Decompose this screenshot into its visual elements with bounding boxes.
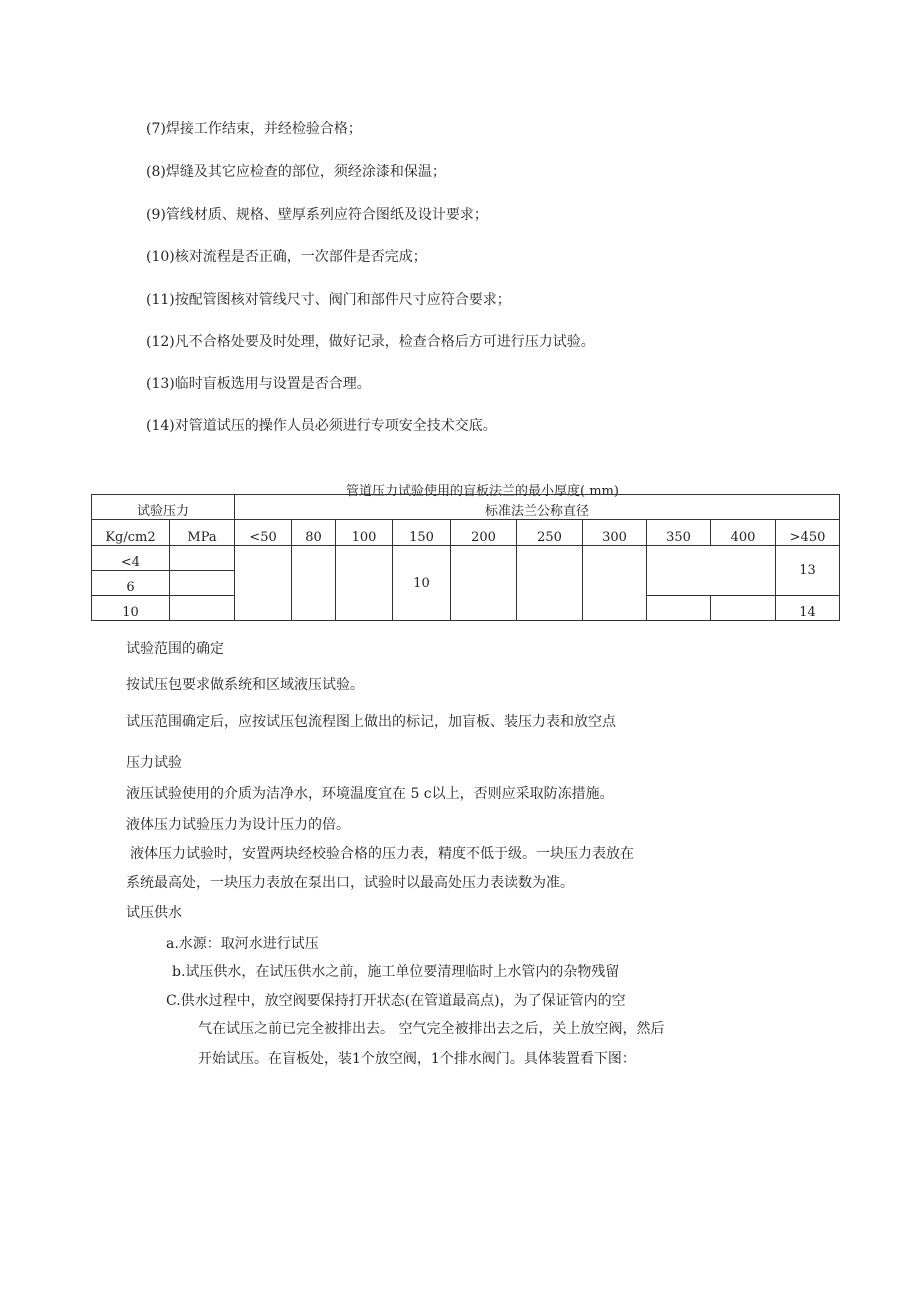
table-caption: 管道压力试验使用的盲板法兰的最小厚度( mm)	[346, 484, 619, 499]
scope-paragraph: 试压范围确定后，应按试压包流程图上做出的标记，加盲板、装压力表和放空点	[126, 714, 616, 730]
value-cell: 10	[393, 546, 451, 621]
checklist-item: (9)管线材质、规格、壁厚系列应符合图纸及设计要求；	[146, 207, 488, 223]
pressure-header: 试验压力	[92, 495, 235, 520]
pressure-cell: 10	[92, 596, 170, 621]
empty-cell	[647, 596, 711, 621]
water-supply-item: a.水源：取河水进行试压	[166, 936, 319, 952]
pressure-cell: 6	[92, 571, 170, 596]
empty-cell	[583, 546, 647, 621]
empty-cell	[235, 546, 292, 621]
diameter-cell: 100	[336, 520, 393, 546]
checklist-item: (14)对管道试压的操作人员必须进行专项安全技术交底。	[146, 418, 497, 434]
pressure-test-paragraph: 液体压力试验压力为设计压力的倍。	[126, 817, 350, 833]
water-supply-item: b.试压供水，在试压供水之前，施工单位要清理临时上水管内的杂物残留	[172, 964, 620, 980]
checklist-item: (8)焊缝及其它应检查的部位，须经涂漆和保温；	[146, 164, 446, 180]
checklist-item: (11)按配管图核对管线尺寸、阀门和部件尺寸应符合要求；	[146, 292, 511, 308]
empty-cell	[292, 546, 336, 621]
diameter-cell: >450	[776, 520, 840, 546]
scope-paragraph: 按试压包要求做系统和区域液压试验。	[126, 677, 364, 693]
pressure-test-paragraph: 系统最高处，一块压力表放在泵出口，试验时以最高处压力表读数为准。	[126, 875, 574, 891]
water-supply-item: 开始试压。在盲板处，装1个放空阀，1个排水阀门。具体装置看下图：	[198, 1051, 636, 1067]
scope-title: 试验范围的确定	[126, 641, 224, 657]
empty-cell	[711, 596, 776, 621]
pressure-test-paragraph: 液压试验使用的介质为洁净水，环境温度宜在 5 c以上，否则应采取防冻措施。	[126, 786, 614, 802]
empty-cell	[647, 546, 776, 596]
water-supply-title: 试压供水	[126, 905, 182, 921]
diameter-cell: 350	[647, 520, 711, 546]
empty-cell	[170, 596, 235, 621]
water-supply-item: 气在试压之前已完全被排出去。 空气完全被排出去之后，关上放空阀，然后	[198, 1021, 665, 1037]
empty-cell	[517, 546, 583, 621]
unit-mpa: MPa	[170, 520, 235, 546]
diameter-cell: 80	[292, 520, 336, 546]
diameter-cell: 250	[517, 520, 583, 546]
checklist-item: (12)凡不合格处要及时处理，做好记录，检查合格后方可进行压力试验。	[146, 334, 595, 350]
checklist-item: (13)临时盲板选用与设置是否合理。	[146, 376, 371, 392]
empty-cell	[451, 546, 517, 621]
empty-cell	[336, 546, 393, 621]
value-cell: 14	[776, 596, 840, 621]
checklist-item: (10)核对流程是否正确，一次部件是否完成；	[146, 249, 427, 265]
unit-kg: Kg/cm2	[92, 520, 170, 546]
flange-header: 标准法兰公称直径	[235, 495, 840, 520]
diameter-cell: 150	[393, 520, 451, 546]
diameter-cell: <50	[235, 520, 292, 546]
pressure-cell: <4	[92, 546, 170, 571]
empty-cell	[170, 571, 235, 596]
value-cell: 13	[776, 546, 840, 596]
water-supply-item: C.供水过程中，放空阀要保持打开状态(在管道最高点)，为了保证管内的空	[166, 993, 626, 1009]
diameter-cell: 400	[711, 520, 776, 546]
diameter-cell: 300	[583, 520, 647, 546]
checklist-item: (7)焊接工作结束，并经检验合格；	[146, 121, 362, 137]
pressure-test-title: 压力试验	[126, 755, 182, 771]
diameter-cell: 200	[451, 520, 517, 546]
empty-cell	[170, 546, 235, 571]
pressure-test-paragraph: 液体压力试验时，安置两块经校验合格的压力表，精度不低于级。一块压力表放在	[130, 846, 634, 862]
blind-flange-thickness-table	[91, 494, 840, 621]
